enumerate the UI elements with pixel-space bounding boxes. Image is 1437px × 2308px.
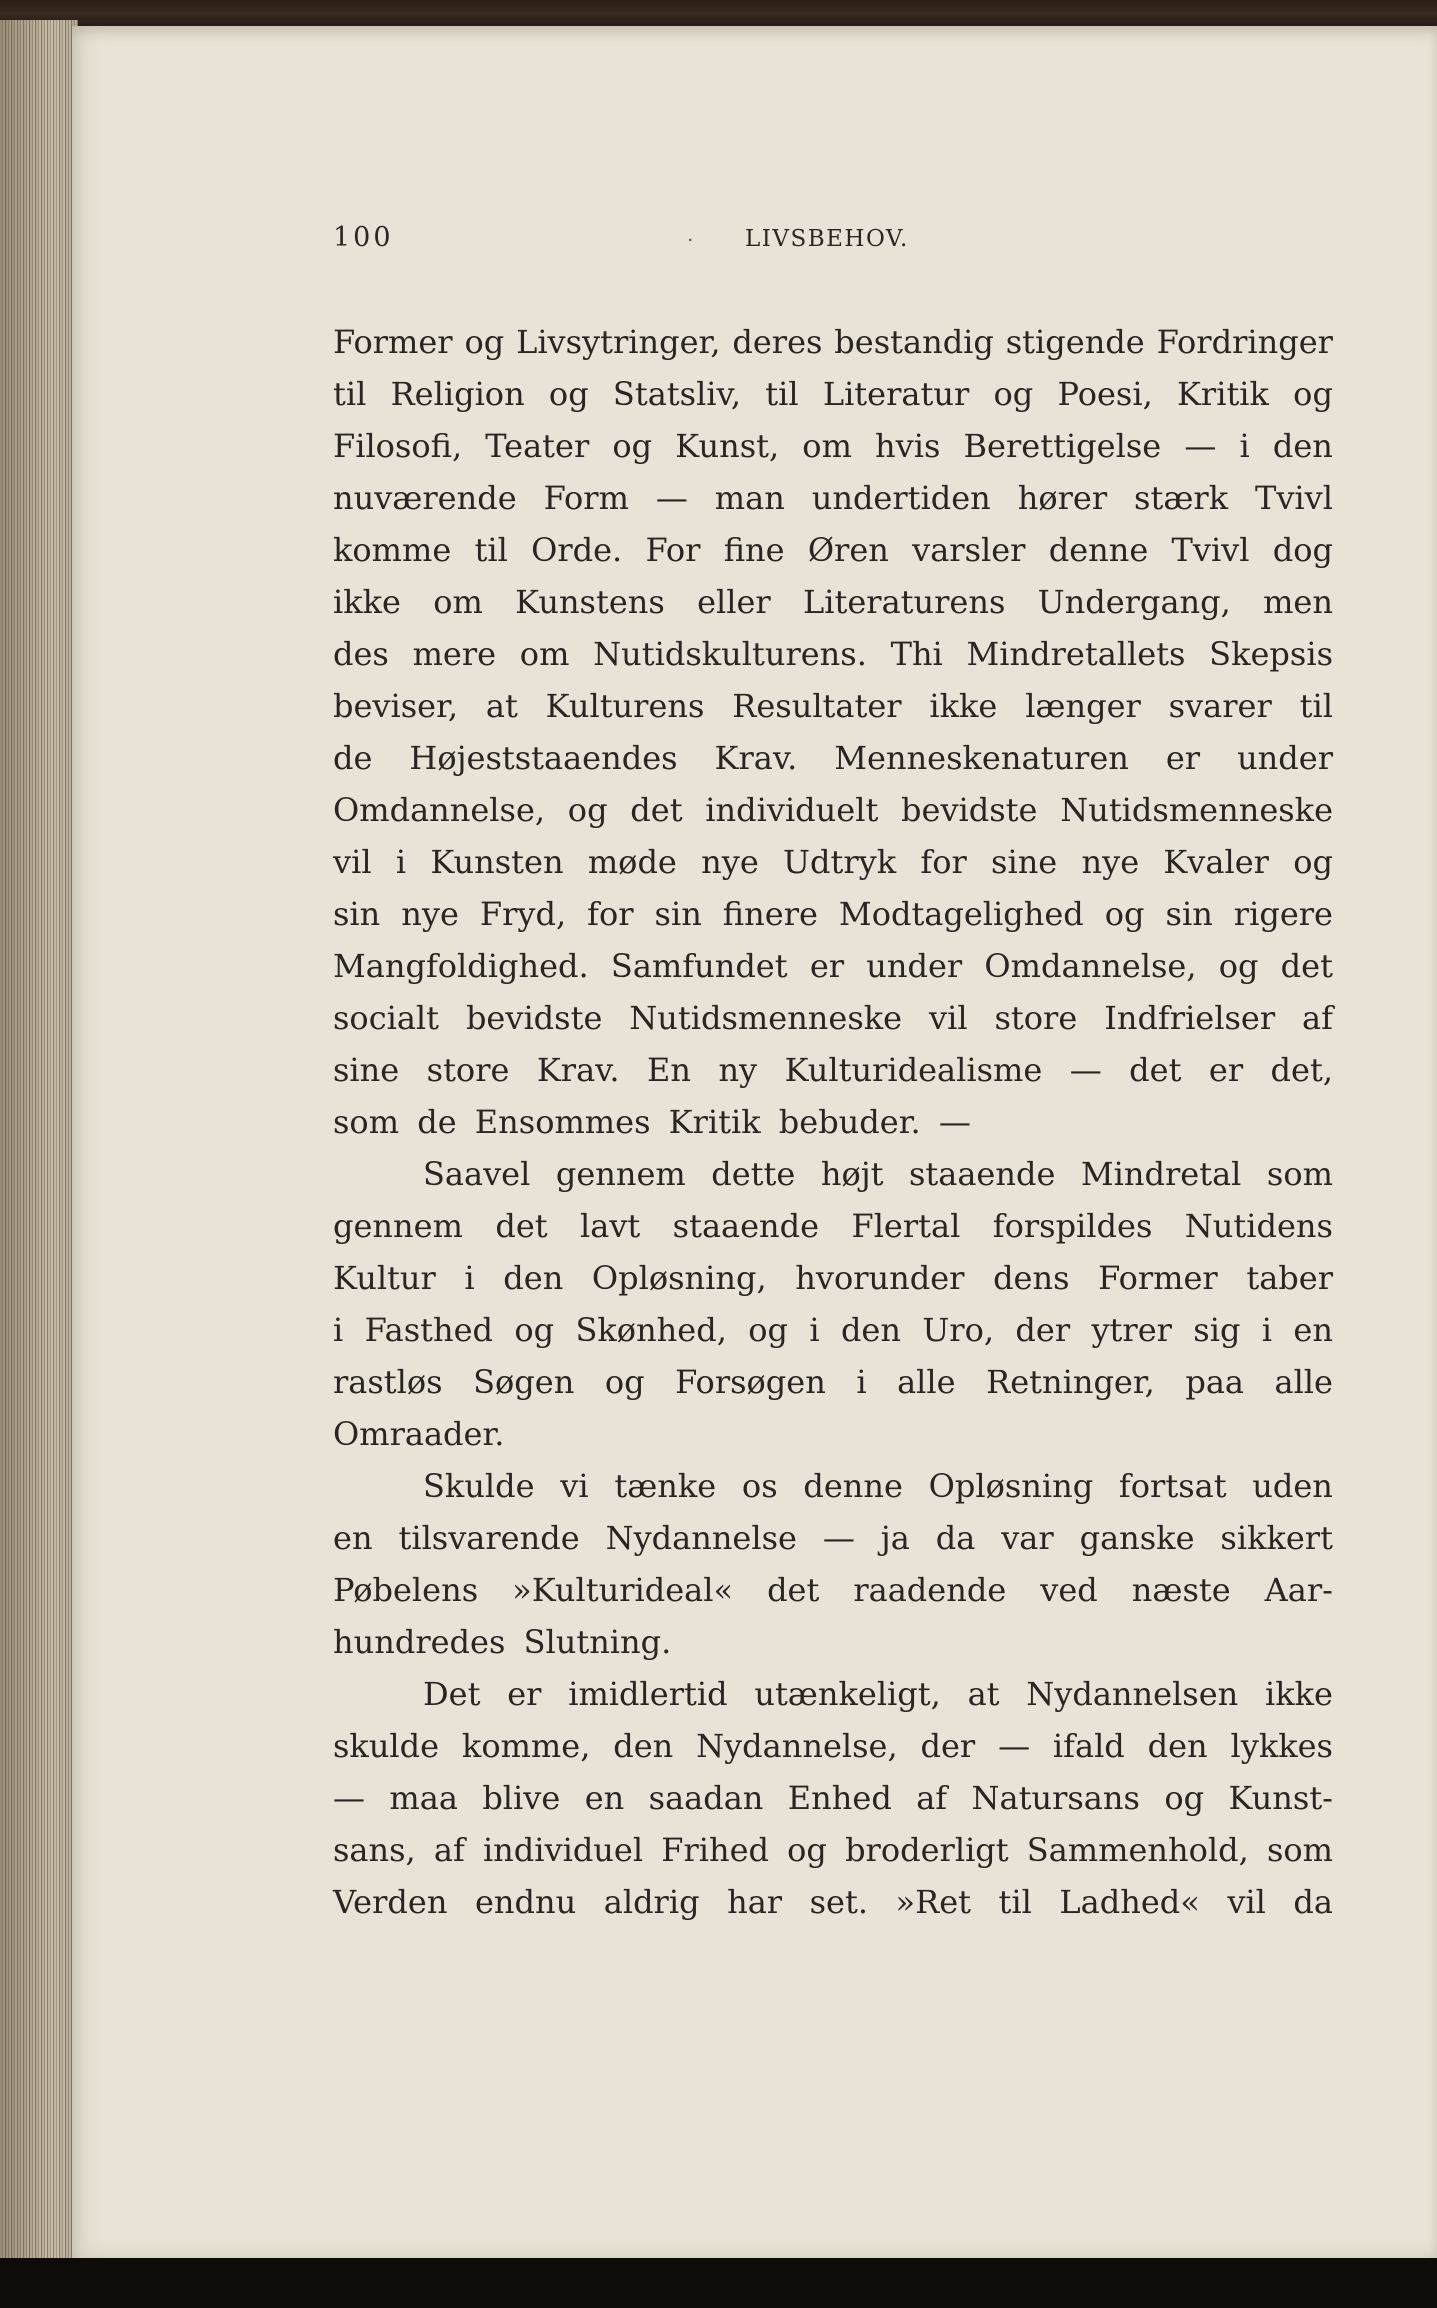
text-line: des mere om Nutidskulturens. Thi Mindretallets Skepsis: [333, 635, 1333, 673]
page-number: 100: [333, 222, 394, 253]
text-line: Pøbelens »Kulturideal« det raadende ved næste Aar-: [333, 1571, 1333, 1609]
text-line: i Fasthed og Skønhed, og i den Uro, der ytrer sig i en: [333, 1311, 1333, 1349]
text-line: Kultur i den Opløsning, hvorunder dens Former taber: [333, 1259, 1333, 1297]
text-line: — maa blive en saadan Enhed af Natursans og Kunst-: [333, 1779, 1333, 1817]
text-line: vil i Kunsten møde nye Udtryk for sine nye Kvaler og: [333, 843, 1333, 881]
text-line: Saavel gennem dette højt staaende Mindretal som: [423, 1155, 1333, 1193]
text-line: de Højeststaaendes Krav. Menneskenaturen er under: [333, 739, 1333, 777]
text-line: til Religion og Statsliv, til Literatur og Poesi, Kritik og: [333, 375, 1333, 413]
header-dot-mark: .: [687, 222, 694, 246]
text-line: beviser, at Kulturens Resultater ikke længer svarer til: [333, 687, 1333, 725]
text-line: Former og Livsytringer, deres bestandig stigende Fordringer: [333, 323, 1333, 361]
text-line: sine store Krav. En ny Kulturidealisme — det er det,: [333, 1051, 1333, 1089]
body-text: [333, 316, 1333, 1928]
text-line: Omdannelse, og det individuelt bevidste Nutidsmenneske: [333, 791, 1333, 829]
text-line: Omraader.: [333, 1415, 505, 1453]
text-line: sans, af individuel Frihed og broderligt Sammenhold, som: [333, 1831, 1333, 1869]
text-line: rastløs Søgen og Forsøgen i alle Retninger, paa alle: [333, 1363, 1333, 1401]
bottom-edge: [0, 2258, 1437, 2308]
text-line: Verden endnu aldrig har set. »Ret til Ladhed« vil da: [333, 1883, 1333, 1921]
running-head: [333, 222, 1333, 262]
text-line: Skulde vi tænke os denne Opløsning fortsat uden: [423, 1467, 1333, 1505]
text-line: hundredes Slutning.: [333, 1623, 672, 1661]
text-line: komme til Orde. For fine Øren varsler denne Tvivl dog: [333, 531, 1333, 569]
text-line: Filosofi, Teater og Kunst, om hvis Berettigelse — i den: [333, 427, 1333, 465]
page-edge-shadow: [0, 20, 78, 2260]
text-line: Det er imidlertid utænkeligt, at Nydannelsen ikke: [423, 1675, 1333, 1713]
text-line: en tilsvarende Nydannelse — ja da var ganske sikkert: [333, 1519, 1333, 1557]
text-line: sin nye Fryd, for sin finere Modtagelighed og sin rigere: [333, 895, 1333, 933]
text-line: som de Ensommes Kritik bebuder. —: [333, 1103, 971, 1141]
text-line: nuværende Form — man undertiden hører stærk Tvivl: [333, 479, 1333, 517]
text-line: skulde komme, den Nydannelse, der — ifald den lykkes: [333, 1727, 1333, 1765]
running-title: LIVSBEHOV.: [745, 226, 909, 252]
text-line: socialt bevidste Nutidsmenneske vil store Indfrielser af: [333, 999, 1333, 1037]
text-line: Mangfoldighed. Samfundet er under Omdannelse, og det: [333, 947, 1333, 985]
text-line: gennem det lavt staaende Flertal forspildes Nutidens: [333, 1207, 1333, 1245]
text-line: ikke om Kunstens eller Literaturens Undergang, men: [333, 583, 1333, 621]
